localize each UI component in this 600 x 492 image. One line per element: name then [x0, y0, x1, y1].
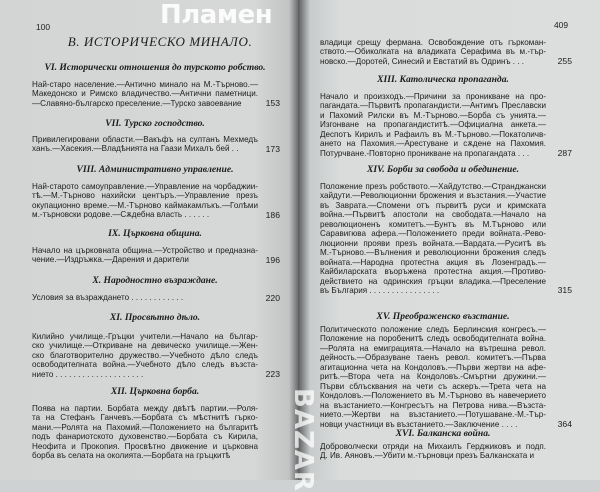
entry-line: Доброволчески отряди на Михаилъ Герджиковъ и подп. [320, 442, 546, 451]
page-folio: 409 [554, 20, 568, 30]
toc-entry [32, 80, 258, 108]
chapter-heading: IX. Църковна община. [108, 228, 202, 239]
entry-line: мани.—Ролята на Пахомий.—Положението на българитѣ [32, 422, 258, 432]
entry-line: въ Заврата.—Спомени отъ първитѣ руси и кримската [320, 200, 546, 210]
entry-line: дейность.—Образуване таенъ револ. комитетъ.—Първа [320, 353, 546, 363]
entry-line: война.—Първитѣ апостоли на свободата.—Начало на [320, 210, 546, 220]
entry-line: и Пахомий Рилски въ М.-Търново.—Борба съ унията.— [320, 110, 546, 120]
entry-line: войната.—Народна протестна акция въ Лозенградъ.— [320, 257, 546, 267]
toc-entry [32, 293, 258, 302]
entry-line: Положение на поробенитѣ следъ освободителната война. [320, 334, 546, 344]
entry-line: Първи сблъсквания на чети съ аскеръ.—Трета чета на [320, 381, 546, 391]
entry-line: борба въ селата на околията.—Борбата на гръцкитѣ [32, 451, 231, 461]
entry-line: нието.—Жертви на възстанието.—Потушаване.-М.-Тър- [320, 410, 546, 420]
entry-line: хайдути.—Революционни брожения и възстания.—Участие [320, 191, 546, 201]
chapter-heading: VIII. Административно управление. [76, 164, 234, 175]
toc-entry [320, 92, 546, 158]
entry-line: Кондоловъ.—Положението въ М.-Търново въ навечерието [320, 391, 546, 401]
entry-line: агитационна чета на Кондоловъ.—Първи жертви на афе- [320, 362, 546, 372]
chapter-heading: XVI. Балканска война. [395, 428, 491, 439]
entry-line: ството.—Обиколката на владиката Серафима въ м.-тър- [320, 47, 546, 57]
entry-line: Поява на партии. Борбата между двѣтѣ партии.—Роля- [32, 404, 258, 413]
entry-line: ритѣ.—Втора чета на Кондоловъ.-Смъртни дружини.— [320, 372, 546, 382]
toc-entry [32, 182, 258, 220]
entry-line: та на Стефанъ Ганчевъ.—Борбата съ мѣстнитѣ гърко- [32, 413, 258, 423]
entry-line: Най-старото самоуправление.—Управление на чорбаджии- [32, 182, 258, 191]
right-page [298, 0, 600, 480]
bazar-watermark: BAZAR [288, 388, 318, 492]
entry-line: ането на Пахомия.—Арестуване и сѫдене на Пахомия. [320, 139, 546, 149]
toc-entry [32, 404, 258, 461]
chapter-heading: XIV. Борби за свобода и обединение. [366, 164, 520, 175]
left-page [0, 0, 298, 480]
entry-line: Македонско и Римско владичество.—Антични паметници. [32, 89, 258, 99]
entry-line: ханъ.—Хасекия.—Владѣнията на Гаази Михалъ бей . . [32, 144, 239, 154]
entry-line: освободителната война.—Учебното дѣло следъ възста- [32, 360, 258, 370]
entry-line: въ България . . . . . . . . . . . . . . . . [320, 285, 440, 295]
entry-line: окупационно време.—М.-Търново каймакамлъкъ.—Голѣми [32, 200, 258, 210]
entry-line: Положение презъ робството.—Хайдутство.—Странджански [320, 182, 546, 191]
chapter-heading: XV. Преображенско възстание. [376, 311, 510, 322]
page-number: 223 [265, 369, 280, 380]
chapter-heading: VI. Исторически отношения до турското робство. [44, 62, 266, 73]
entry-line: чение.—Издръжка.—Дарения и дарители [32, 255, 189, 265]
page-number: 255 [557, 56, 572, 67]
toc-entry [32, 332, 258, 379]
entry-line: —Ролята на емиграцията.—Начало на вътрешна револ. [320, 343, 546, 353]
entry-line: на възстанието.—Конгресътъ на Петрова нива.—Възста- [320, 400, 546, 410]
entry-line: Саравигюва афера.—Положението преди войната.-Рево- [320, 229, 546, 239]
entry-line: новско.—Доротей, Синесий и Евстатий въ Одринъ . . . [320, 56, 524, 66]
chapter-heading: VII. Турско господство. [105, 118, 205, 129]
entry-line: Потурчване.-Повторно проникване на пропагандата . . . [320, 148, 530, 158]
page-number: 153 [265, 98, 280, 109]
section-title: В. ИСТОРИЧЕСКО МИНАЛО. [67, 34, 253, 49]
toc-entry [320, 442, 546, 461]
entry-line: нието . . . . . . . . . . . . . . . . . . . . [32, 369, 144, 379]
entry-line: действието на одринския гръцки владика.—Преселение [320, 276, 546, 286]
entry-line: Начало на църковната община.—Устройство и предназна- [32, 246, 258, 255]
entry-line: Килийно училище.-Гръцки учители.—Начало на българ- [32, 332, 258, 341]
toc-entry [320, 182, 546, 295]
entry-line: тѣ.—М.-Търново нахийски центъръ.—Управление презъ [32, 191, 258, 201]
entry-line: Най-старо население.—Античнo минало на М.-Търново.— [32, 80, 258, 89]
entry-line: революционенъ комитетъ.—Бунтъ въ М.Търново или [320, 219, 546, 229]
entry-line: —Славяно-българско преселение.—Турско завоевание [32, 98, 242, 108]
chapter-heading: XII. Църковна борба. [110, 386, 200, 397]
entry-line: подъ фанариотското духовенство.—Борбата съ Кирила, [32, 432, 258, 442]
page-number: 186 [265, 209, 280, 220]
page-number: 315 [557, 285, 572, 296]
entry-line: ско училище.—Откриване на девическо училище.—Жен- [32, 341, 258, 351]
toc-entry [32, 246, 258, 265]
seller-watermark: Пламен [160, 0, 273, 30]
entry-line: Кайбиларската въоръжена протестна акция.—Противо- [320, 267, 546, 277]
chapter-heading: XI. Просвѣтно дѣло. [109, 312, 201, 323]
page-folio: 100 [36, 22, 50, 32]
entry-line: Начало и произходъ.—Причини за проникване на про- [320, 92, 546, 101]
entry-line: Деспотъ Кирилъ и Рафаилъ въ М.-Търново.—Покатоличв- [320, 129, 546, 139]
entry-line: Условия за възраждането . . . . . . . . . . . . [32, 293, 184, 302]
chapter-heading: X. Народностно възраждане. [92, 275, 218, 286]
entry-line: м.-търновски родове.—Сѫдебна власть . . . . . . [32, 210, 210, 220]
page-number: 364 [557, 419, 572, 429]
toc-entry [320, 325, 546, 429]
entry-line: Привилегировани области.—Вакъфъ на султанъ Мехмедъ [32, 135, 258, 144]
entry-line: люционни прояви презъ войната.—Вардата.—Руситѣ въ [320, 238, 546, 248]
entry-line: М.-Търново.—Вълнения и революционни брожения следъ [320, 248, 546, 258]
entry-line: Неофита и Прокопия. Просвѣтно движение и църковна [32, 441, 258, 451]
entry-line: Д. Ив. Аяновъ.—Убити м.-търновци презъ Балканската и [320, 451, 535, 461]
entry-line: ско благотворително дружество.—Учебното дѣло следъ [32, 350, 258, 360]
entry-line: Изгонване на пропагандиститѣ.—Официална анкета.— [320, 120, 546, 130]
chapter-heading: XIII. Католическа пропаганда. [377, 74, 509, 85]
page-number: 173 [265, 143, 280, 154]
page-number: 196 [265, 254, 280, 265]
entry-line: новци участници въ възстанието.—Заключение . . . . [320, 419, 518, 429]
toc-entry [320, 38, 546, 66]
entry-line: пагандата.—Първитѣ пропагандисти.—Антимъ Преславски [320, 101, 546, 111]
entry-line: владици срещу фермана. Освобождение отъ гъркоман- [320, 38, 546, 47]
page-number: 220 [265, 292, 280, 303]
entry-line: Политическото положение следъ Берлинския конгресъ.— [320, 325, 546, 334]
toc-entry [32, 135, 258, 154]
page-number: 287 [557, 148, 572, 159]
